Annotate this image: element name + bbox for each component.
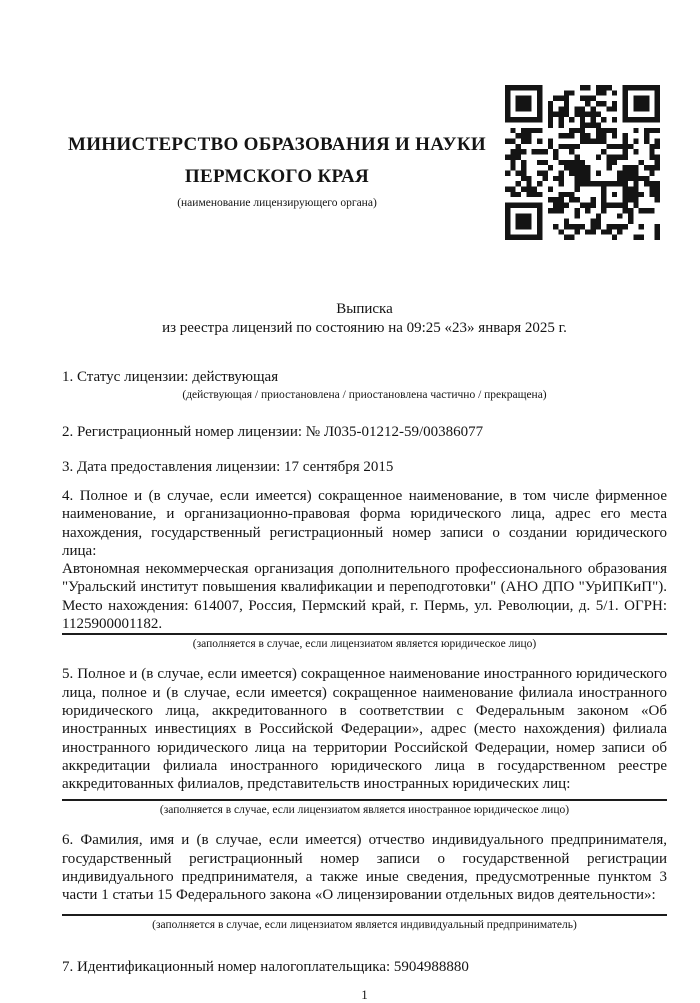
taxpayer-number-line: 7. Идентификационный номер налогоплательщика: 5904988880	[62, 958, 469, 975]
foreign-entity-caption: (заполняется в случае, если лицензиатом является иностранное юридическое лицо)	[159, 804, 570, 817]
ministry-name-line2: ПЕРМСКОГО КРАЯ	[184, 166, 370, 187]
license-status-caption: (действующая / приостановлена / приостановлена частично / прекращена)	[182, 389, 547, 401]
license-registration-number-line: 2. Регистрационный номер лицензии: № Л035-01212-59/00386077	[62, 424, 484, 440]
page-number: 1	[361, 986, 368, 1002]
document-title-line1: Выписка	[336, 301, 393, 317]
legal-entity-section	[62, 487, 667, 651]
fill-in-line	[62, 914, 667, 916]
fill-in-line	[62, 799, 667, 801]
legal-entity-caption: (заполняется в случае, если лицензиатом является юридическое лицо)	[192, 638, 537, 651]
fill-in-line	[62, 633, 667, 635]
foreign-entity-label: 5. Полное и (в случае, если имеется) сокращенное наименование иностранного юридического лица, полное и (в случае, если имеется) сокращенное наименование филиала иностранного юридического лица, аккредитованного в соответствии с Федеральным законом «Об иностранных инвестициях в Российской Федерации», адрес (место нахождения) филиала иностранного юридического лица на территории Российской Федерации, номер записи об аккредитации филиала иностранного юридического лица в государственном реестре аккредитованных филиалов, представительств иностранных юридических лиц:	[62, 666, 667, 793]
legal-entity-value: Автономная некоммерческая организация дополнительного профессионального образования "Уральский институт повышения квалификации и переподготовки" (АНО ДПО "УрИПКиП"). Место нахождения: 614007, Россия, Пермский край, г. Пермь, ул. Революции, д. 5/1. ОГРН: 1125900001182.	[62, 561, 667, 633]
document-title	[62, 300, 667, 338]
foreign-entity-section	[62, 665, 667, 817]
license-grant-date-line: 3. Дата предоставления лицензии: 17 сентября 2015	[62, 459, 394, 475]
license-status-line: 1. Статус лицензии: действующая	[62, 369, 279, 385]
legal-entity-label: 4. Полное и (в случае, если имеется) сокращенное наименование, в том числе фирменное наименование, и организационно-правовая форма юридического лица, адрес его места нахождения, государственный регистрационный номер записи о создании юридического лица:	[62, 488, 667, 559]
licensing-authority-caption: (наименование лицензирующего органа)	[177, 197, 377, 209]
entrepreneur-caption: (заполняется в случае, если лицензиатом является индивидуальный предприниматель)	[152, 918, 577, 931]
entrepreneur-section	[62, 831, 667, 931]
document-title-line2: из реестра лицензий по состоянию на 09:25 «23» января 2025 г.	[162, 320, 567, 336]
document-body	[62, 0, 667, 1003]
ministry-name-line1: МИНИСТЕРСТВО ОБРАЗОВАНИЯ И НАУКИ	[67, 134, 487, 155]
entrepreneur-label: 6. Фамилия, имя и (в случае, если имеется) отчество индивидуального предпринимателя, государственный регистрационный номер записи о государственной регистрации индивидуального предпринимателя, а также иные сведения, предусмотренные пунктом 3 части 1 статьи 15 Федерального закона «О лицензировании отдельных видов деятельности»:	[62, 832, 667, 904]
